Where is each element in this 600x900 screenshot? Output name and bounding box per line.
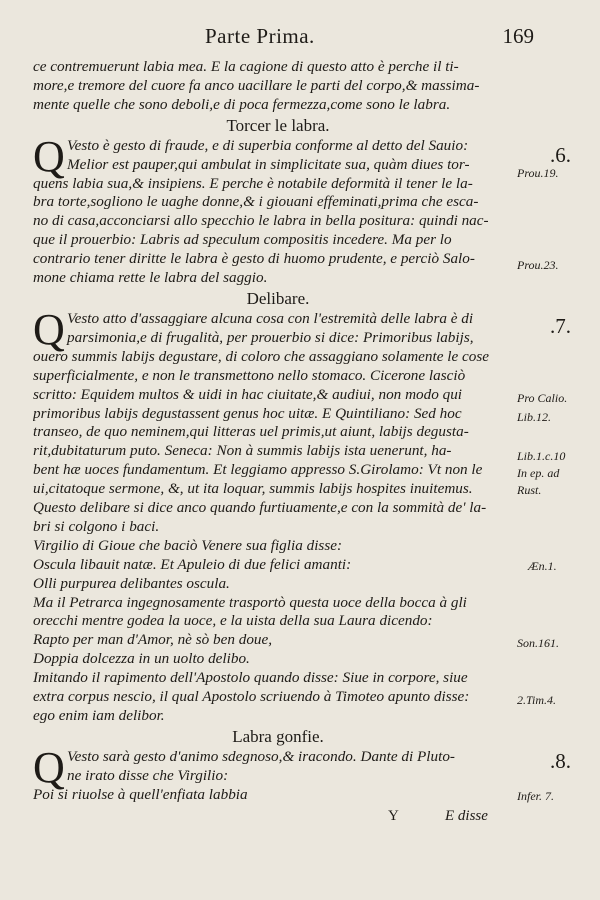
text-line: Oscula libauit natæ. Et Apuleio di due felici amanti: bbox=[33, 555, 352, 573]
text-body bbox=[33, 58, 523, 805]
drop-cap: Q bbox=[33, 131, 65, 181]
text-line: Virgilio di Gioue che baciò Venere sua figlia disse: bbox=[33, 536, 343, 554]
page-header bbox=[0, 22, 600, 50]
text-line: no di casa,acconciarsi allo specchio le labra in bella positura: quindi nac- bbox=[33, 212, 489, 230]
marginal-note: Rust. bbox=[517, 483, 542, 497]
text-line: bent hæ uoces fundamentum. Et leggiamo appresso S.Girolamo: Vt non le bbox=[33, 461, 483, 479]
text-line: ouero summis labijs degustare, di coloro che assaggiano solamente le cose bbox=[33, 347, 489, 365]
section-number: .8. bbox=[550, 749, 571, 773]
text-line: bri si colgono i baci. bbox=[33, 517, 160, 535]
text-line: Vesto è gesto di fraude, e di superbia conforme al detto del Sauio: bbox=[67, 136, 469, 154]
section-heading: Torcer le labra. bbox=[226, 115, 330, 135]
section-number: .6. bbox=[550, 143, 571, 167]
marginal-note: Infer. 7. bbox=[517, 789, 554, 803]
text-line: scritto: Equidem multos & uidi in hac ciuitate,& audiui, non modo qui bbox=[33, 385, 463, 403]
marginal-note: Æn.1. bbox=[528, 559, 557, 573]
text-line: transeo, de quo neminem,qui litteras uel primis,ut aiunt, labijs degusta- bbox=[33, 423, 469, 441]
marginal-note: 2.Tim.4. bbox=[517, 693, 557, 707]
text-line: bra torte,sogliono le uaghe donne,& i giouani effeminati,prima che esca- bbox=[33, 193, 479, 211]
section-heading: Delibare. bbox=[246, 288, 310, 308]
marginal-note: Lib.12. bbox=[517, 410, 552, 424]
text-line: mente quelle che sono deboli,e di poca fermezza,come sono le labra. bbox=[33, 95, 451, 113]
signature-mark: Y bbox=[388, 808, 399, 824]
text-line: Olli purpurea delibantes oscula. bbox=[33, 574, 230, 592]
page-footer bbox=[0, 808, 600, 832]
text-line: Questo delibare si dice anco quando furtiuamente,e con la sommità de' la- bbox=[33, 499, 487, 517]
marginal-note: In ep. ad bbox=[517, 466, 560, 480]
text-line: Ma il Petrarca ingegnosamente trasportò questa uoce della bocca à gli bbox=[33, 593, 467, 611]
text-line: Vesto sarà gesto d'animo sdegnoso,& iracondo. Dante di Pluto- bbox=[67, 747, 455, 765]
marginal-note: Prou.23. bbox=[517, 258, 559, 272]
text-line: ui,citatoque sermone, &, ut ita loquar, summis labijs hospites inuitemus. bbox=[33, 480, 473, 498]
marginal-note: Prou.19. bbox=[517, 166, 559, 180]
section-torcer-le-labra bbox=[33, 131, 523, 288]
drop-cap: Q bbox=[33, 742, 65, 792]
section-delibare bbox=[33, 304, 523, 726]
text-line: que il prouerbio: Labris ad speculum compositis incedere. Ma per lo bbox=[33, 231, 452, 249]
text-line: parsimonia,e di frugalità, per prouerbio si dice: Primoribus labijs, bbox=[67, 328, 474, 346]
text-line: Doppia dolcezza in un uolto delibo. bbox=[33, 650, 250, 668]
text-line: Vesto atto d'assaggiare alcuna cosa con l'estremità delle labra è di bbox=[67, 309, 474, 327]
text-line: quens labia sua,& insipiens. E perche è notabile deformità il tener le la- bbox=[33, 174, 473, 192]
text-line: more,e tremore del cuore fa anco uacillare le parti del corpo,& massima- bbox=[33, 76, 480, 94]
text-line: contrario tener diritte le labra è gesto di huomo prudente, e perciò Salo- bbox=[33, 250, 475, 268]
text-line: ne irato disse che Virgilio: bbox=[67, 766, 229, 784]
text-line: Imitando il rapimento dell'Apostolo quando disse: Siue in corpore, siue bbox=[33, 669, 468, 687]
text-line: Melior est pauper,qui ambulat in simplicitate sua, quàm diues tor- bbox=[67, 155, 470, 173]
text-line: Poi si riuolse à quell'enfiata labbia bbox=[33, 785, 248, 803]
section-labra-gonfie bbox=[33, 742, 523, 805]
text-line: ego enim iam delibor. bbox=[33, 707, 165, 724]
marginal-note: Pro Calio. bbox=[517, 391, 568, 405]
text-line: ce contremuerunt labia mea. E la cagione di questo atto è perche il ti- bbox=[33, 58, 459, 75]
text-line: superficialmente, e non le transmettono nello stomaco. Cicerone lasciò bbox=[33, 366, 466, 384]
text-line: extra corpus nescio, il qual Apostolo scriuendo à Timoteo apunto disse: bbox=[33, 688, 470, 706]
section-heading: Labra gonfie. bbox=[232, 726, 324, 746]
text-line: mone chiama rette le labra del saggio. bbox=[33, 269, 268, 287]
text-line: Rapto per man d'Amor, nè sò ben doue, bbox=[33, 631, 273, 649]
page-number: 169 bbox=[502, 24, 534, 48]
marginal-note: Son.161. bbox=[517, 636, 559, 650]
catchword: E disse bbox=[445, 808, 488, 824]
section-number: .7. bbox=[550, 314, 571, 338]
running-head: Parte Prima. bbox=[205, 24, 315, 48]
continuation-paragraph bbox=[33, 58, 523, 115]
text-line: primoribus labijs degustassent genus hoc uitæ. E Quintiliano: Sed hoc bbox=[33, 404, 462, 422]
drop-cap: Q bbox=[33, 304, 65, 354]
text-line: rit,dubitaturum puto. Seneca: Non à summis labijs ista uenerunt, ha- bbox=[33, 442, 452, 460]
marginal-note: Lib.1.c.10 bbox=[517, 449, 566, 463]
text-line: orecchi mentre godea la uoce, e la uista della sua Laura dicendo: bbox=[33, 612, 433, 630]
